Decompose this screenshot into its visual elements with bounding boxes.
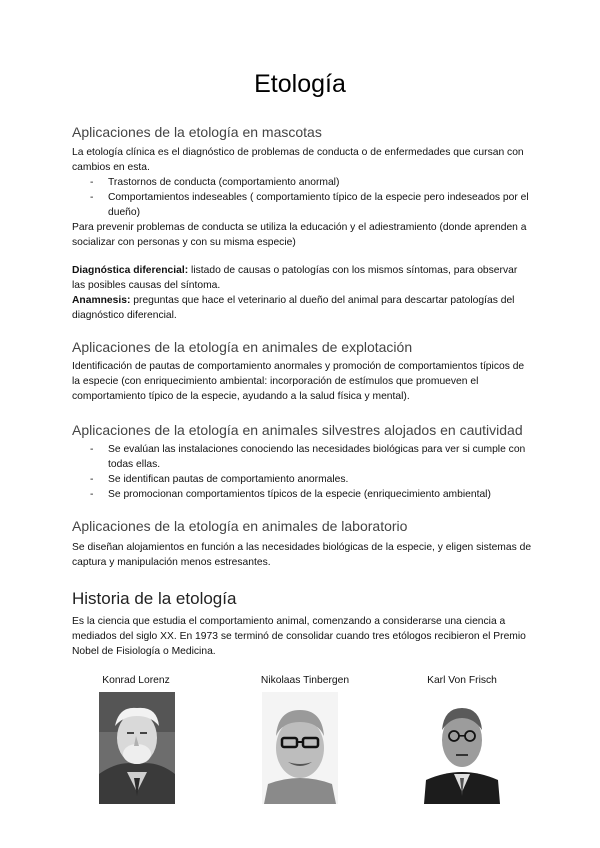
- dash-marker: -: [90, 489, 94, 500]
- heading-explotacion: Aplicaciones de la etología en animales de explotación: [72, 339, 413, 355]
- explotacion-text: Identificación de pautas de comportamiento anormales y promoción de comportamientos típicos de la especie (con enriquecimiento ambiental: incorporación de estímulos que promueven el comportamiento típico de la especie, ayudando a la salud física y mental).: [72, 361, 525, 402]
- heading-laboratorio: Aplicaciones de la etología en animales de laboratorio: [72, 518, 408, 534]
- list-item: - Se identifican pautas de comportamiento anormales.: [90, 474, 349, 485]
- laboratorio-text: Se diseñan alojamientos en función a las necesidades biológicas de la especie, y eligen sistemas de captura y manipulación menos estresantes.: [72, 542, 532, 568]
- dash-marker: -: [90, 177, 94, 188]
- heading-mascotas: Aplicaciones de la etología en mascotas: [72, 124, 322, 140]
- caption-lorenz: Konrad Lorenz: [102, 675, 170, 686]
- diag-text: listado de causas o patologías con los mismos síntomas, para observar las posibles causas del síntoma.: [72, 265, 518, 291]
- dash-marker: -: [90, 444, 94, 455]
- anam-text: preguntas que hace el veterinario al dueño del animal para descartar patologías del diagnóstico diferencial.: [72, 295, 515, 321]
- list-item: - Se promocionan comportamientos típicos de la especie (enriquecimiento ambiental): [90, 489, 491, 500]
- silvestres-body: [72, 442, 532, 502]
- mascotas-intro: La etología clínica es el diagnóstico de problemas de conducta o de enfermedades que cursan con cambios en esta.: [72, 147, 524, 173]
- list-item: - Comportamientos indeseables ( comportamiento típico de la especie pero indeseados por el dueño): [90, 192, 529, 218]
- heading-silvestres: Aplicaciones de la etología en animales silvestres alojados en cautividad: [72, 422, 523, 438]
- list-item: - Se evalúan las instalaciones conociendo las necesidades biológicas para ver si cumple con todas ellas.: [90, 444, 526, 470]
- mascotas-body: [72, 145, 532, 250]
- historia-text: Es la ciencia que estudia el comportamiento animal, comenzando a considerarse una ciencia a mediados del siglo XX. En 1973 se terminó de consolidar cuando tres etólogos recibieron el Premio Nobel de Fisiología o Medicina.: [72, 616, 526, 657]
- portrait-tinbergen: [262, 692, 338, 804]
- portrait-tinbergen-image: [262, 692, 338, 804]
- dash-marker: -: [90, 192, 94, 203]
- portrait-frisch: [424, 692, 500, 804]
- page-title: Etología: [254, 70, 346, 98]
- caption-tinbergen: Nikolaas Tinbergen: [260, 675, 350, 686]
- diagnostica-paragraph: [72, 263, 532, 323]
- dash-marker: -: [90, 474, 94, 485]
- silvestres-list: [72, 442, 532, 502]
- list-item: - Trastornos de conducta (comportamiento anormal): [90, 177, 340, 188]
- mascotas-list: [72, 175, 532, 220]
- caption-frisch: Karl Von Frisch: [427, 675, 497, 686]
- heading-historia: Historia de la etología: [72, 589, 237, 608]
- portrait-lorenz: [99, 692, 175, 804]
- anam-term: Anamnesis:: [72, 295, 131, 306]
- portrait-frisch-image: [424, 692, 500, 804]
- mascotas-prevent: Para prevenir problemas de conducta se utiliza la educación y el adiestramiento (donde aprenden a socializar con personas y con su misma especie): [72, 222, 527, 248]
- portrait-lorenz-image: [99, 692, 175, 804]
- diag-term: Diagnóstica diferencial:: [72, 265, 189, 276]
